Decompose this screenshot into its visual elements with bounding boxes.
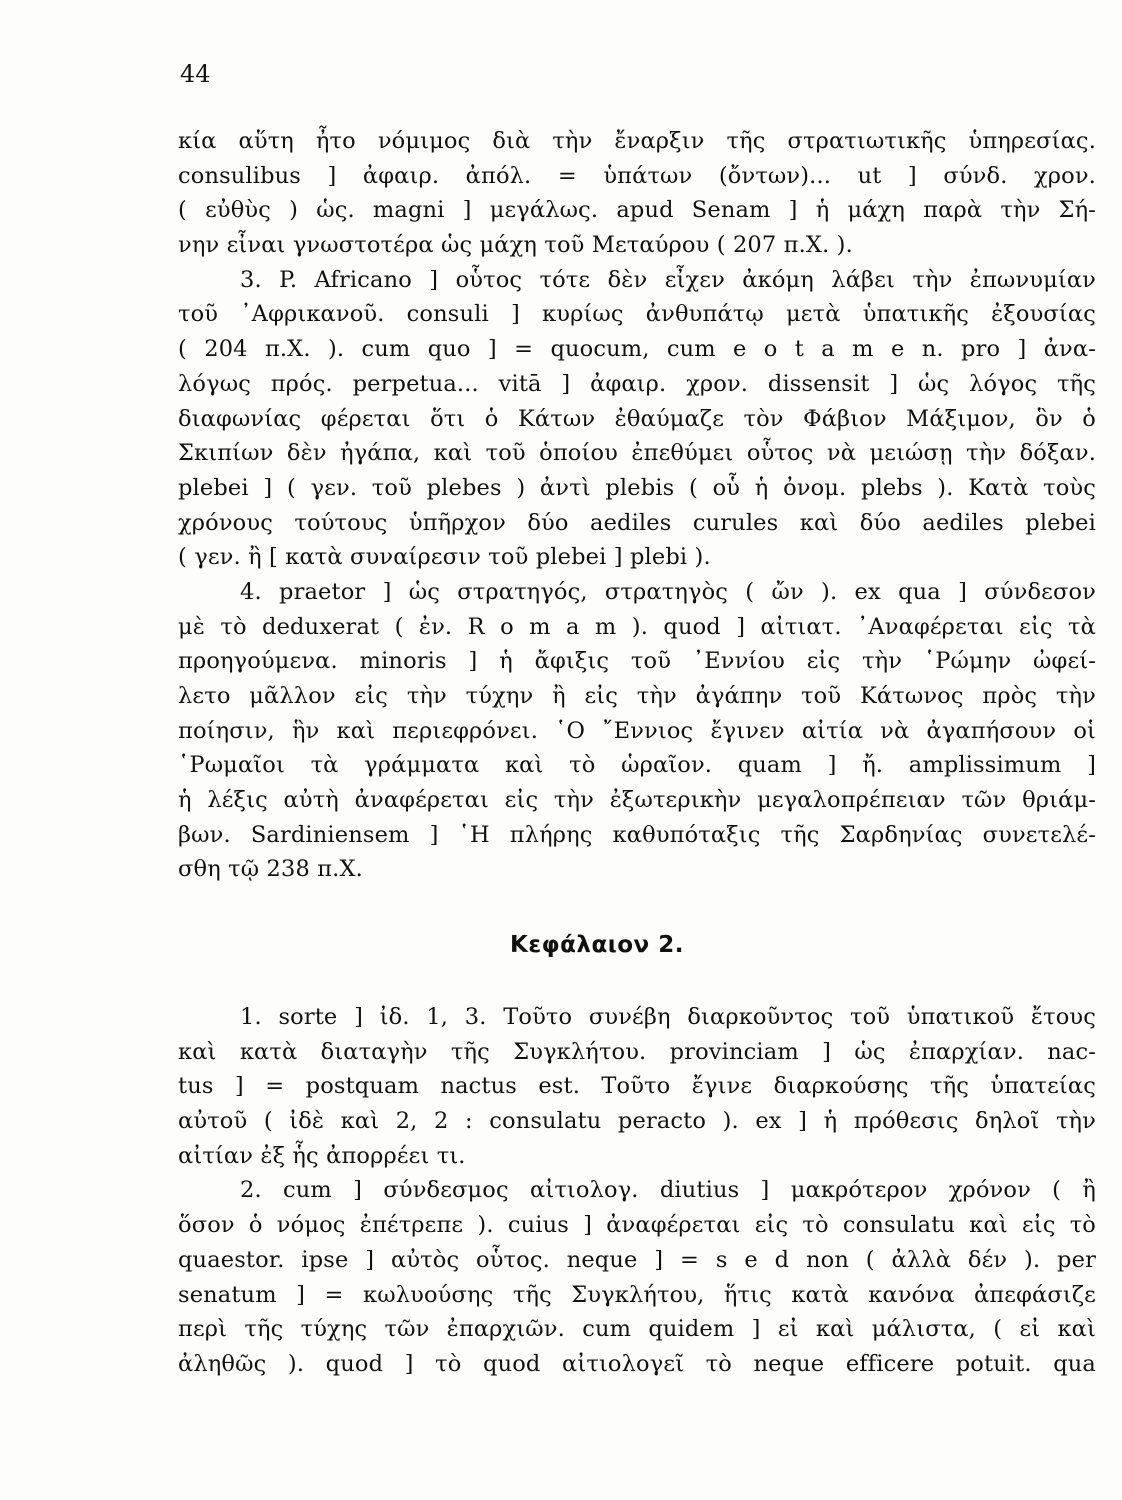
text-line: σθη τῷ 238 π.Χ. — [178, 856, 363, 883]
text-line: ἡ λέξις αὐτὴ ἀναφέρεται εἰς τὴν ἐξωτερικὴν μεγαλοπρέπειαν τῶν θριάμ- — [178, 787, 1096, 814]
text-line: αὐτοῦ ( ἰδὲ καὶ 2, 2 : consulatu peracto ). ex ] ἡ πρόθεσις δηλοῖ τὴν — [178, 1108, 1096, 1135]
text-line: ὅσον ὁ νόμος ἐπέτρεπε ). cuius ] ἀναφέρεται εἰς τὸ consulatu καὶ εἰς τὸ — [178, 1212, 1096, 1239]
page-number: 44 — [180, 60, 211, 88]
text-line: μὲ τὸ deduxerat ( ἐν. R o m a m ). quod ] αἰτιατ. ᾿Αναφέρεται εἰς τὰ — [178, 613, 1096, 640]
text-line: 3. P. Africano ] οὗτος τότε δὲν εἶχεν ἀκόμη λάβει τὴν ἐπωνυμίαν — [240, 266, 1096, 293]
text-line: καὶ κατὰ διαταγὴν τῆς Συγκλήτου. provinciam ] ὡς ἐπαρχίαν. nac- — [178, 1038, 1096, 1065]
text-line: ( 204 π.Χ. ). cum quo ] = quocum, cum e o t a m e n. pro ] ἀνα- — [178, 336, 1096, 363]
text-line: νην εἶναι γνωστοτέρα ὡς μάχη τοῦ Μεταύρου ( 207 π.Χ. ). — [178, 232, 853, 259]
text-line: περὶ τῆς τύχης τῶν ἐπαρχιῶν. cum quidem ] εἰ καὶ μάλιστα, ( εἰ καὶ — [178, 1316, 1096, 1343]
text-line: 1. sorte ] ἰδ. 1, 3. Τοῦτο συνέβη διαρκοῦντος τοῦ ὑπατικοῦ ἔτους — [240, 1004, 1096, 1030]
commentary-block-chapter-2 — [178, 1000, 1096, 1382]
text-line: χρόνους τούτους ὑπῆρχον δύο aediles curules καὶ δύο aediles plebei — [178, 509, 1096, 536]
text-line: αἰτίαν ἐξ ἧς ἀπορρέει τι. — [178, 1142, 466, 1169]
text-line: plebei ] ( γεν. τοῦ plebes ) ἀντὶ plebis ( οὗ ἡ ὀνομ. plebs ). Κατὰ τοὺς — [178, 474, 1096, 501]
text-line: διαφωνίας φέρεται ὅτι ὁ Κάτων ἐθαύμαζε τὸν Φάβιον Μάξιμον, ὃν ὁ — [178, 405, 1096, 432]
commentary-block-chapter-1 — [178, 124, 1096, 887]
text-line: ( γεν. ἢ [ κατὰ συναίρεσιν τοῦ plebei ] plebi ). — [178, 544, 711, 571]
text-line: ἀληθῶς ). quod ] τὸ quod αἰτιολογεῖ τὸ neque efficere potuit. qua — [178, 1350, 1096, 1377]
text-line: τοῦ ᾿Αφρικανοῦ. consuli ] κυρίως ἀνθυπάτῳ μετὰ ὑπατικῆς ἐξουσίας — [178, 301, 1096, 328]
text-line: λόγως πρός. perpetua... vitā ] ἀφαιρ. χρον. dissensit ] ὡς λόγος τῆς — [178, 370, 1096, 397]
text-line: quaestor. ipse ] αὐτὸς οὗτος. neque ] = s e d non ( ἀλλὰ δέν ). per — [178, 1246, 1096, 1273]
text-line: προηγούμενα. minoris ] ἡ ἄφιξις τοῦ ᾿Εννίου εἰς τὴν ῾Ρώμην ὠφεί- — [178, 648, 1096, 675]
text-line: κία αὕτη ἦτο νόμιμος διὰ τὴν ἔναρξιν τῆς στρατιωτικῆς ὑπηρεσίας. — [178, 128, 1096, 154]
text-line: senatum ] = κωλυούσης τῆς Συγκλήτου, ἥτις κατὰ κανόνα ἀπεφάσιζε — [178, 1281, 1096, 1308]
text-line: Σκιπίων δὲν ἠγάπα, καὶ τοῦ ὁποίου ἐπεθύμει οὗτος νὰ μειώσῃ τὴν δόξαν. — [178, 440, 1096, 467]
text-line: ποίησιν, ἣν καὶ περιεφρόνει. ῾Ο ῎Εννιος ἔγινεν αἰτία νὰ ἀγαπήσουν οἱ — [178, 717, 1096, 744]
text-line: λετο μᾶλλον εἰς τὴν τύχην ἢ εἰς τὴν ἀγάπην τοῦ Κάτωνος πρὸς τὴν — [178, 683, 1096, 709]
text-line: 2. cum ] σύνδεσμος αἰτιολογ. diutius ] μακρότερον χρόνον ( ἢ — [240, 1177, 1096, 1204]
text-line: consulibus ] ἀφαιρ. ἀπόλ. = ὑπάτων (ὄντων)... ut ] σύνδ. χρον. — [178, 162, 1096, 189]
text-line: tus ] = postquam nactus est. Τοῦτο ἔγινε διαρκούσης τῆς ὑπατείας — [178, 1073, 1096, 1100]
text-line: βων. Sardiniensem ] ῾Η πλήρης καθυπόταξις τῆς Σαρδηνίας συνετελέ- — [178, 821, 1096, 848]
chapter-heading: Κεφάλαιον 2. — [510, 932, 684, 958]
text-line: 4. praetor ] ὡς στρατηγός, στρατηγὸς ( ὤν ). ex qua ] σύνδεσον — [240, 578, 1096, 605]
text-line: ( εὐθὺς ) ὡς. magni ] μεγάλως. apud Senam ] ἡ μάχη παρὰ τὴν Σή- — [178, 197, 1096, 224]
text-line: ῾Ρωμαῖοι τὰ γράμματα καὶ τὸ ὡραῖον. quam ] ἤ. amplissimum ] — [178, 752, 1096, 779]
